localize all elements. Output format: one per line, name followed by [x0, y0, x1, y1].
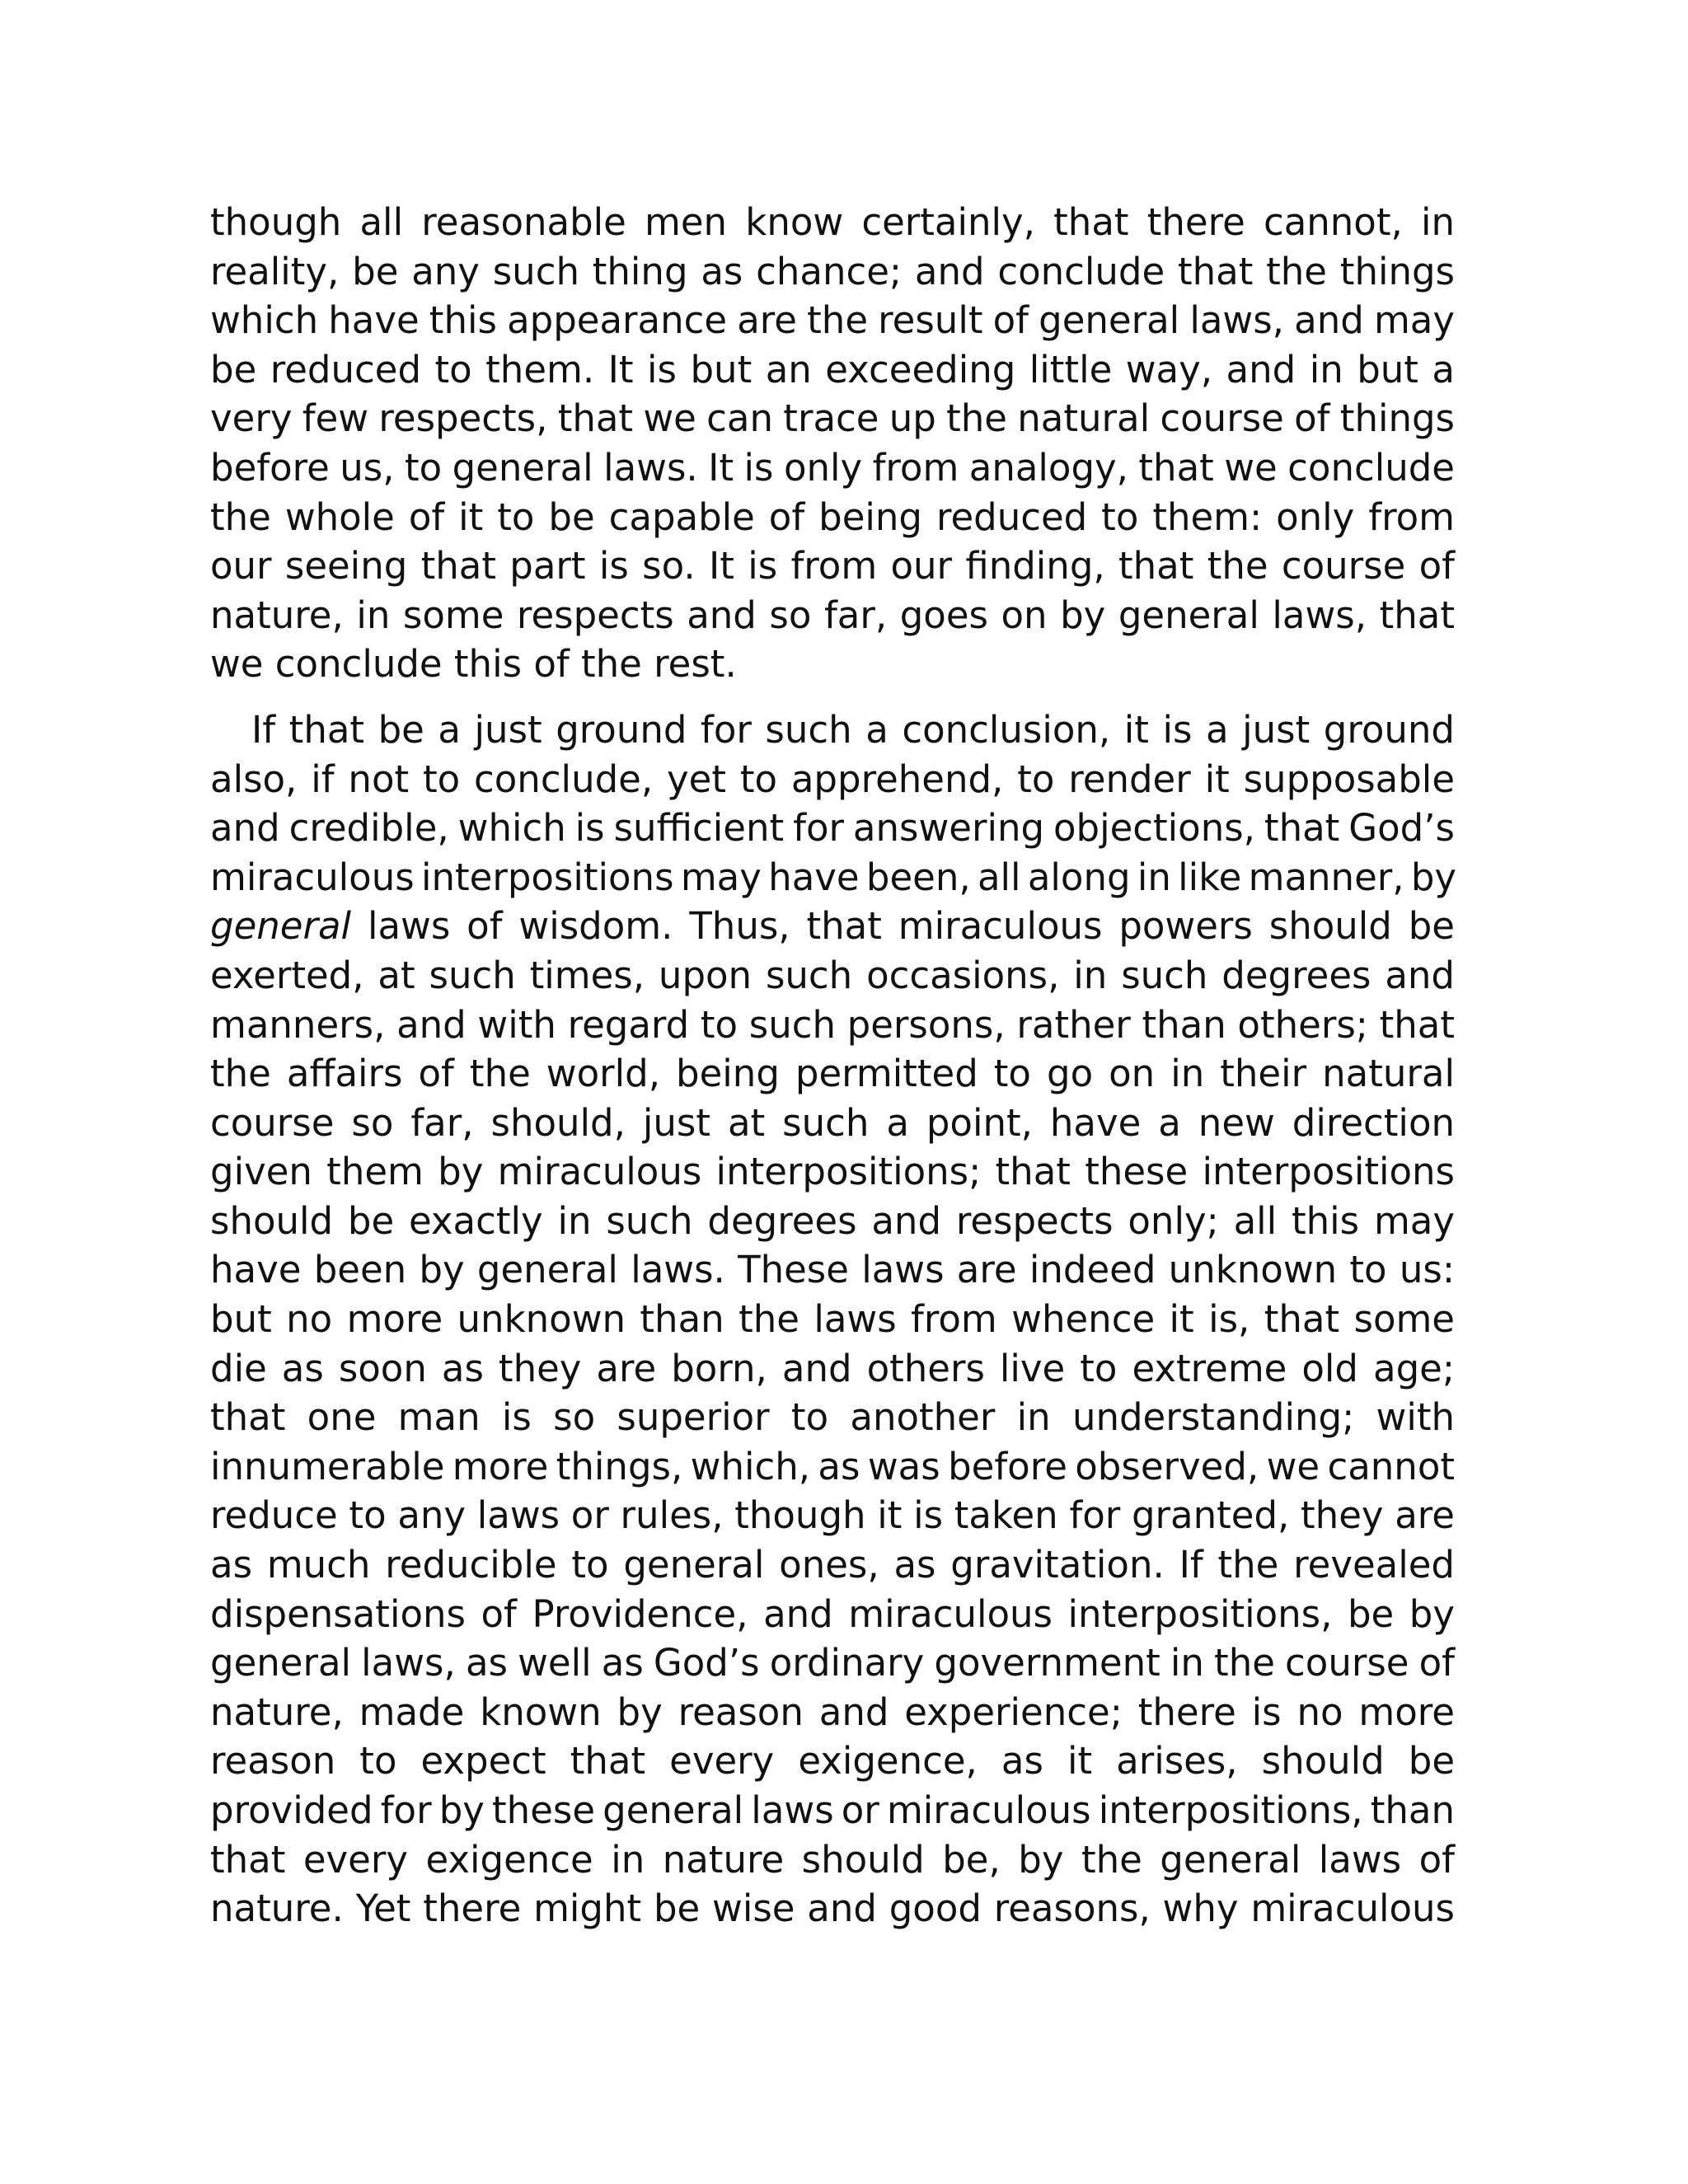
text-line: die as soon as they are born, and others live to extreme old age; — [210, 1346, 1455, 1390]
text-line: dispensations of Providence, and miraculous interpositions, be by — [210, 1591, 1455, 1636]
paragraph-2 — [210, 705, 1455, 1933]
text-line: as much reducible to general ones, as gravitation. If the revealed — [210, 1543, 1455, 1587]
italic-word: general — [210, 904, 352, 949]
text-line: nature, in some respects and so far, goes on by general laws, that — [210, 593, 1455, 637]
text-line: but no more unknown than the laws from whence it is, that some — [210, 1297, 1455, 1342]
text-line: that one man is so superior to another in understanding; with — [210, 1395, 1455, 1440]
text-line: though all reasonable men know certainly, that there cannot, in — [210, 200, 1455, 244]
text-line: reduce to any laws or rules, though it is taken for granted, they are — [210, 1493, 1455, 1538]
text-line: general laws, as well as God’s ordinary government in the course of — [210, 1641, 1455, 1685]
text-line-rest: laws of wisdom. Thus, that miraculous powers should be — [351, 904, 1455, 949]
page-body — [210, 198, 1455, 1933]
text-line: innumerable more things, which, as was before observed, we cannot — [210, 1444, 1455, 1488]
text-line: have been by general laws. These laws are indeed unknown to us: — [210, 1248, 1455, 1292]
text-line: our seeing that part is so. It is from our finding, that the course of — [210, 544, 1455, 588]
text-line: be reduced to them. It is but an exceeding little way, and in but a — [210, 347, 1455, 391]
text-line: nature. Yet there might be wise and good reasons, why miraculous — [210, 1886, 1455, 1931]
text-line: and credible, which is sufficient for answering objections, that God’s — [210, 806, 1455, 851]
text-line: If that be a just ground for such a conclusion, it is a just ground — [251, 707, 1455, 752]
text-line: that every exigence in nature should be, by the general laws of — [210, 1837, 1455, 1882]
text-line: also, if not to conclude, yet to apprehend, to render it supposable — [210, 757, 1455, 801]
text-line: should be exactly in such degrees and respects only; all this may — [210, 1198, 1455, 1243]
text-line: manners, and with regard to such persons, rather than others; that — [210, 1002, 1455, 1047]
text-line: nature, made known by reason and experience; there is no more — [210, 1690, 1455, 1734]
text-line-with-italic — [210, 902, 1455, 951]
text-line: provided for by these general laws or miraculous interpositions, than — [210, 1788, 1455, 1832]
text-line: very few respects, that we can trace up the natural course of things — [210, 396, 1455, 441]
text-line: the whole of it to be capable of being reduced to them: only from — [210, 494, 1455, 539]
text-line: reality, be any such thing as chance; and conclude that the things — [210, 249, 1455, 293]
text-line: exerted, at such times, upon such occasions, in such degrees and — [210, 953, 1455, 997]
text-line: given them by miraculous interpositions; that these interpositions — [210, 1150, 1455, 1194]
text-line: reason to expect that every exigence, as it arises, should be — [210, 1739, 1455, 1783]
text-line: miraculous interpositions may have been, all along in like manner, by — [210, 855, 1457, 899]
text-line: we conclude this of the rest. — [210, 642, 737, 687]
paragraph-1 — [210, 198, 1455, 689]
text-line: before us, to general laws. It is only from analogy, that we conclude — [210, 445, 1455, 490]
text-line: the affairs of the world, being permitted to go on in their natural — [210, 1052, 1455, 1096]
text-line: course so far, should, just at such a point, have a new direction — [210, 1100, 1455, 1145]
text-line: which have this appearance are the result of general laws, and may — [210, 298, 1455, 343]
